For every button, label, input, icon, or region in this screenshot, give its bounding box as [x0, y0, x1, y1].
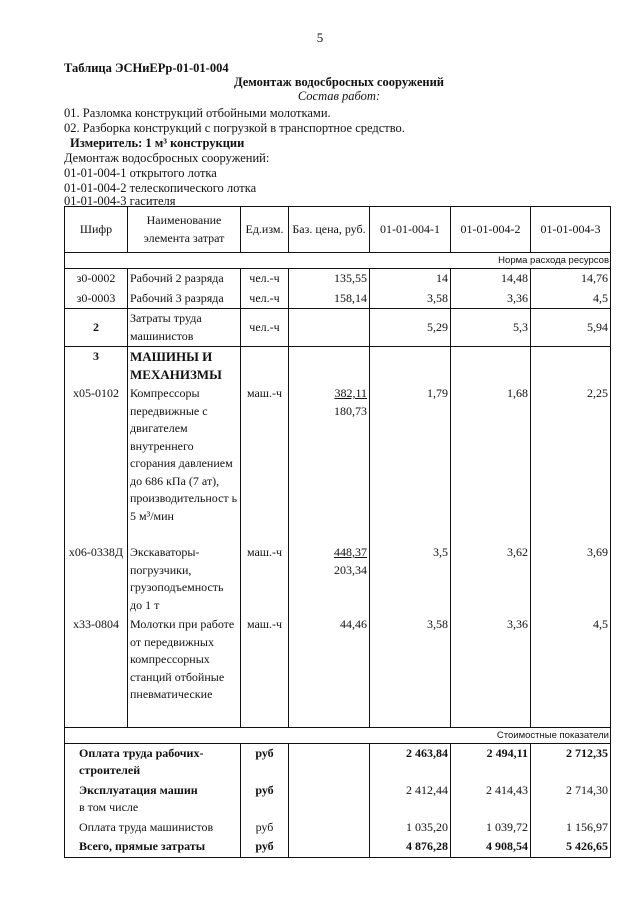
cell-name: Затраты труда машинистов — [128, 309, 241, 347]
cell-value: 14,48 — [451, 269, 531, 289]
work-item: 02. Разборка конструкций с погрузкой в транспортное средство. — [64, 121, 405, 135]
header-col3: 01-01-004-3 — [531, 207, 611, 253]
table-row — [65, 615, 611, 727]
header-unit: Ед.изм. — [241, 207, 289, 253]
cell-price — [289, 309, 370, 347]
total-value: 2 412,44 — [370, 781, 451, 818]
total-value: 2 494,11 — [451, 743, 531, 781]
total-value: 4 908,54 — [451, 837, 531, 857]
total-row — [65, 837, 611, 857]
cell-value: 3,69 — [531, 543, 611, 615]
total-row — [65, 743, 611, 781]
total-name: Всего, прямые затраты — [65, 837, 241, 857]
cell-price: 135,55 — [289, 269, 370, 289]
section-header-row — [65, 253, 611, 269]
total-name: Оплата труда рабочих-строителей — [65, 743, 241, 781]
total-value: 2 463,84 — [370, 743, 451, 781]
cell-value: 3,58 — [370, 289, 451, 309]
cell-value: 1,79 — [370, 384, 451, 543]
table-row — [65, 269, 611, 289]
cell-name: Рабочий 3 разряда — [128, 289, 241, 309]
group-item: 01-01-004-2 телескопического лотка — [64, 181, 257, 195]
total-value: 4 876,28 — [370, 837, 451, 857]
cell-value: 3,58 — [370, 615, 451, 727]
total-value: 1 156,97 — [531, 818, 611, 838]
total-value: 2 414,43 — [451, 781, 531, 818]
cell-name: Экскаваторы-погрузчики, грузоподъемность до 1 т — [128, 543, 241, 615]
cell-name: Молотки при работе от передвижных компрессорных станций отбойные пневматические — [128, 615, 241, 727]
table-row — [65, 347, 611, 385]
group-item: 01-01-004-1 открытого лотка — [64, 166, 217, 180]
cell-code: з0-0003 — [65, 289, 128, 309]
cell-value: 5,94 — [531, 309, 611, 347]
work-composition-title: Состав работ: — [297, 89, 381, 103]
cell-value: 1,68 — [451, 384, 531, 543]
cell-value: 4,5 — [531, 289, 611, 309]
cell-price: 44,46 — [289, 615, 370, 727]
work-item: 01. Разломка конструкций отбойными молотками. — [64, 106, 331, 120]
cell-value: 5,29 — [370, 309, 451, 347]
cell-code: х33-0804 — [65, 615, 128, 727]
table-title: Таблица ЭСНиЕРр-01-01-004 — [64, 61, 229, 75]
header-col1: 01-01-004-1 — [370, 207, 451, 253]
group-title: Демонтаж водосбросных сооружений: — [64, 151, 270, 165]
cell-value: 5,3 — [451, 309, 531, 347]
cell-unit: чел.-ч — [241, 309, 289, 347]
cell-value: 14 — [370, 269, 451, 289]
total-unit: руб — [241, 781, 289, 818]
cell-unit: маш.-ч — [241, 615, 289, 727]
cell-unit: чел.-ч — [241, 269, 289, 289]
header-name: Наименование элемента затрат — [128, 207, 241, 253]
cell-code: 3 — [65, 347, 128, 385]
cell-name: МАШИНЫ И МЕХАНИЗМЫ — [128, 347, 241, 385]
section-norm: Норма расхода ресурсов — [65, 253, 611, 269]
cell-price: 382,11 180,73 — [289, 384, 370, 543]
total-row — [65, 818, 611, 838]
header-code: Шифр — [65, 207, 128, 253]
cell-value: 14,76 — [531, 269, 611, 289]
section-cost: Стоимостные показатели — [65, 727, 611, 743]
cell-price: 448,37 203,34 — [289, 543, 370, 615]
total-row — [65, 781, 611, 818]
cell-name: Компрессоры передвижные с двигателем внутреннего сгорания давлением до 686 кПа (7 ат), производительност ь 5 м³/мин — [128, 384, 241, 543]
cell-value: 3,62 — [451, 543, 531, 615]
table-row — [65, 543, 611, 615]
cell-code: х05-0102 — [65, 384, 128, 543]
document-heading: Демонтаж водосбросных сооружений — [234, 75, 444, 89]
total-name: Оплата труда машинистов — [65, 818, 241, 838]
total-name: Эксплуатация машин в том числе — [65, 781, 241, 818]
cell-unit: маш.-ч — [241, 543, 289, 615]
table-row — [65, 309, 611, 347]
cell-value: 3,36 — [451, 289, 531, 309]
cell-name: Рабочий 2 разряда — [128, 269, 241, 289]
total-value: 5 426,65 — [531, 837, 611, 857]
table-row — [65, 384, 611, 543]
resource-table — [64, 206, 611, 858]
section-header-row — [65, 727, 611, 743]
cell-unit: маш.-ч — [241, 384, 289, 543]
cell-price: 158,14 — [289, 289, 370, 309]
header-col2: 01-01-004-2 — [451, 207, 531, 253]
total-unit: руб — [241, 818, 289, 838]
total-value: 1 035,20 — [370, 818, 451, 838]
page-number: 5 — [316, 30, 324, 45]
total-value: 1 039,72 — [451, 818, 531, 838]
cell-code: з0-0002 — [65, 269, 128, 289]
table-row — [65, 289, 611, 309]
cell-code: 2 — [65, 309, 128, 347]
cell-value: 2,25 — [531, 384, 611, 543]
cell-value: 4,5 — [531, 615, 611, 727]
total-unit: руб — [241, 837, 289, 857]
table-header-row — [65, 207, 611, 253]
group-item: 01-01-004-3 гасителя — [64, 194, 176, 208]
measurement-unit: Измеритель: 1 м³ конструкции — [70, 136, 245, 150]
total-unit: руб — [241, 743, 289, 781]
cell-unit: чел.-ч — [241, 289, 289, 309]
cell-value: 3,5 — [370, 543, 451, 615]
cell-value: 3,36 — [451, 615, 531, 727]
total-value: 2 714,30 — [531, 781, 611, 818]
header-price: Баз. цена, руб. — [289, 207, 370, 253]
total-value: 2 712,35 — [531, 743, 611, 781]
cell-code: х06-0338Д — [65, 543, 128, 615]
